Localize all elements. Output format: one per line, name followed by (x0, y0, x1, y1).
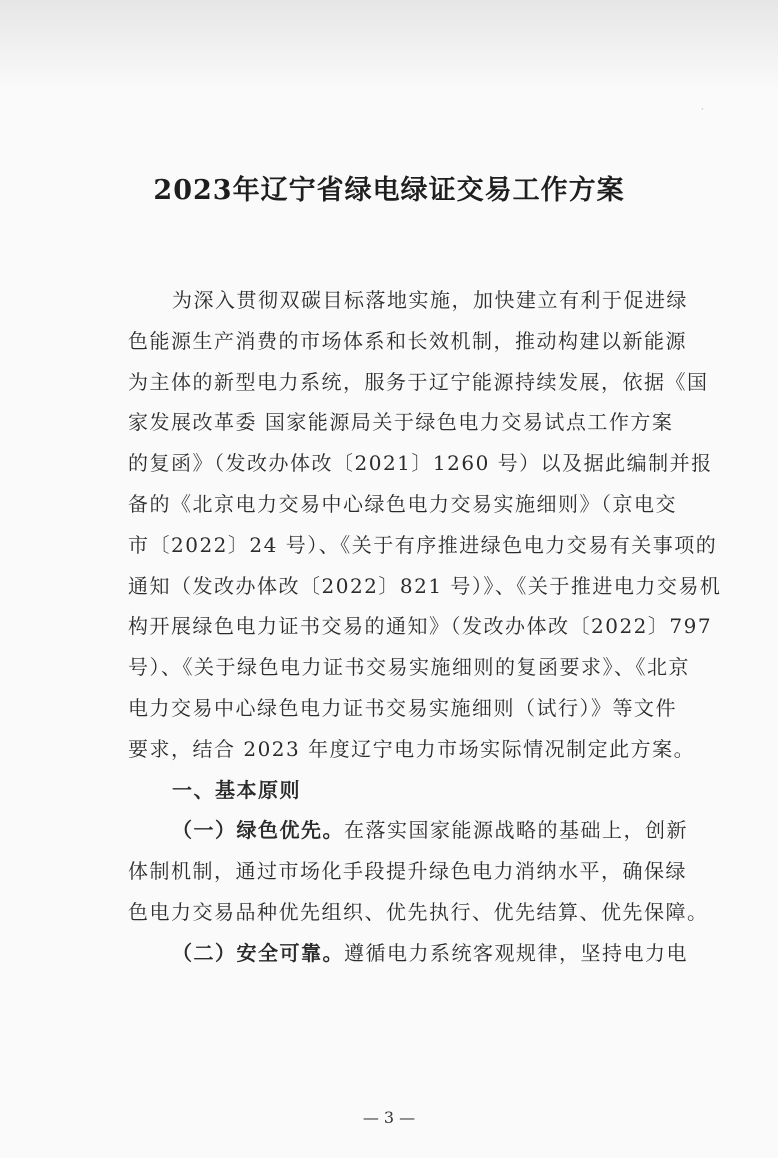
principle-1-line: 体制机制，通过市场化手段提升绿色电力消纳水平，确保绿 (128, 859, 687, 884)
scan-shadow (0, 0, 778, 90)
principle-2-label: （二）安全可靠。 (172, 940, 344, 965)
section-heading: 一、基本原则 (172, 777, 301, 802)
bleed-through-text: · (700, 100, 706, 118)
principle-1 (128, 810, 718, 851)
principle-1-label: （一）绿色优先。 (172, 818, 344, 843)
document-body (128, 280, 722, 974)
document-title: 2023年辽宁省绿电绿证交易工作方案 (153, 175, 625, 206)
intro-line: 备的《北京电力交易中心绿色电力交易实施细则》（京电交 (128, 491, 677, 516)
page-number: — 3 — (362, 1108, 416, 1127)
principle-2 (128, 933, 718, 974)
intro-line: 为主体的新型电力系统，服务于辽宁能源持续发展，依据《国 (128, 369, 709, 394)
intro-line: 要求，结合 2023 年度辽宁电力市场实际情况制定此方案。 (128, 736, 696, 761)
principle-1-line: 色电力交易品种优先组织、优先执行、优先结算、优先保障。 (128, 899, 709, 924)
intro-line: 号）、《关于绿色电力证书交易实施细则的复函要求》、《北京 (128, 655, 690, 680)
intro-line: 通知（发改办体改〔2022〕821 号）》、《关于推进电力交易机 (128, 573, 722, 598)
intro-line: 的复函》（发改办体改〔2021〕1260 号）以及据此编制并报 (128, 451, 713, 476)
principle-2-text: 遵循电力系统客观规律，坚持电力电 (344, 940, 688, 965)
principle-1-text: 在落实国家能源战略的基础上，创新 (344, 818, 688, 843)
intro-line: 市〔2022〕24 号）、《关于有序推进绿色电力交易有关事项的 (128, 532, 718, 557)
intro-line: 电力交易中心绿色电力证书交易实施细则（试行）》等文件 (128, 695, 677, 720)
intro-line: 色能源生产消费的市场体系和长效机制，推动构建以新能源 (128, 328, 687, 353)
intro-line: 为深入贯彻双碳目标落地实施，加快建立有利于促进绿 (172, 288, 688, 312)
intro-line: 家发展改革委 国家能源局关于绿色电力交易试点工作方案 (128, 410, 674, 435)
intro-line: 构开展绿色电力证书交易的通知》（发改办体改〔2022〕797 (128, 614, 713, 639)
